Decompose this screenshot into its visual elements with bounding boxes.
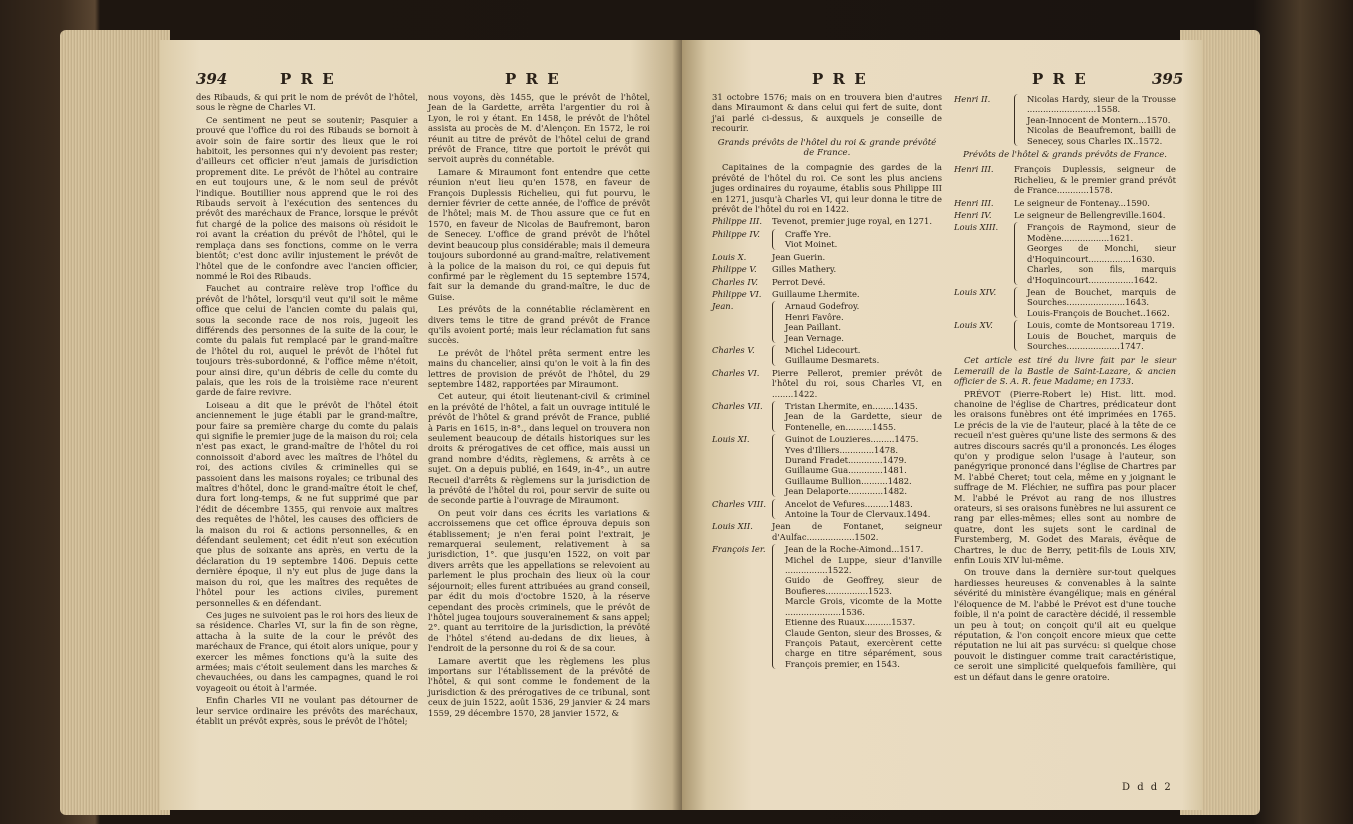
list-item [712,252,942,262]
page-edges-left [60,30,170,815]
provost-names [785,345,942,366]
provost-name: Jean de Bouchet, marquis de Sourches......................1643. [1027,286,1176,308]
provost-name: Craffe Yre. [785,228,832,239]
list-item [712,216,942,226]
running-head: P R E [280,70,336,88]
king-name: Charles V. [712,344,755,355]
list-item [712,544,942,669]
king-name: Louis XI. [712,434,750,445]
provost-name: Jean Vernage. [785,332,844,343]
list-item [712,301,942,343]
provost-names [772,521,942,542]
provost-names [772,252,942,262]
provost-names [1027,320,1176,351]
right-column-1 [712,92,942,673]
paragraph: Lamare avertit que les règlemens les plus importans sur l'établissement de la prévôté de l'hôtel, & qui sont comme le fondement de la jurisdiction & des prérogatives de ce tribunal, sont ceux de juin 1522, août 1536, 29 janvier & 24 mars 1559, 29 décembre 1570, 28 janvier 1572, & [428,655,650,718]
provost-name: Jean de la Roche-Aimond...1517. [785,544,924,555]
provost-names [1014,210,1176,220]
provost-name: Claude Genton, sieur des Brosses, & François Pataut, exercèrent cette charge en titre séparément, sous François premier, en 1543. [785,627,942,669]
list-item [712,401,942,432]
provost-name: Le seigneur de Fontenay...1590. [1014,197,1150,208]
provost-name: François Duplessis, seigneur de Richelieu, & le premier grand prévôt de France............1578. [1014,164,1176,196]
list-item [954,164,1176,195]
paragraph: Loiseau a dit que le prévôt de l'hôtel étoit anciennement le juge établi par le grand-maître, pour faire sa première charge du comte du palais qui signifie le premier juge de la maison du roi; cela n'est pas exact, le grand-maître de l'hôtel du roi connoissoit d'abord avec les maîtres de l'hôtel du roi, des actions civiles & criminelles qui se passoient dans les maisons royales; ce tribunal des maîtres d'hôtel, donc le grand-maître étoit le chef, dura fort long-temps, & ne fut supprimé que par l'édit de décembre 1355, qui renvoie aux maîtres des requêtes de l'hôtel, les causes des officiers de la maison du roi & actions personnelles, & en défendant seulement; cet édit n'eut son exécution que plus de soixante ans après, en vertu de la déclaration du 19 septembre 1406. Depuis cette dernière époque, il n'y eut plus de juge dans la maison du roi, que les maîtres des requêtes de l'hôtel pour les actions civiles, purement personnelles & en défendant. [196,399,418,608]
provost-name: Guinot de Louzieres.........1475. [785,434,919,445]
list-item [712,434,942,496]
paragraph: On peut voir dans ces écrits les variations & accroissemens que cet office éprouva depuis son établissement; je n'en ferai point l'extrait, je remarquerai seulement, relativement à sa jurisdiction, 1°. que jusqu'en 1522, on voit par divers arrêts que les appellations se relevoient au parlement le plus prochain des lieux où la cour séjournoit; elles furent attribuées au grand conseil, par édit du mois d'octobre 1520, à la réserve cependant des procès criminels, que le prévôt de l'hôtel jugea toujours souverainement & sans appel; 2°. quant au territoire de la jurisdiction, la prévôté de l'hôtel s'étend au-dedans de dix lieues, à l'endroit de la personne du roi & de sa cour. [428,507,650,654]
brace [772,345,782,366]
provost-names [1027,287,1176,318]
provost-list [712,216,942,669]
list-item [712,521,942,542]
provost-names [772,289,942,299]
provost-name: Pierre Pellerot, premier prévôt de l'hôtel du roi, sous Charles VI, en ........1422. [772,367,942,399]
provost-name: Louis de Bouchet, marquis de Sourches....................1747. [1027,330,1176,351]
provost-names [785,434,942,496]
paragraph: nous voyons, dès 1455, que le prévôt de l'hôtel, Jean de la Gardette, arrêta l'argentier du roi à Lyon, le roi y étant. En 1458, le prévôt de l'hôtel assista au procès de M. d'Alençon. En 1572, le roi réunit au titre de prévôt de l'hôtel celui de grand prévôt de France, titre que portoit le prévôt qui servoit auprès du connétable. [428,92,650,165]
provost-name: Durand Fradet.............1479. [785,455,907,465]
provost-name: Guillaume Desmarets. [785,355,880,366]
page-number: 395 [1152,70,1184,88]
paragraph: Ces juges ne suivoient pas le roi hors des lieux de sa résidence. Charles VI, sur la fin de son règne, attacha à la suite de la cour le prévôt des maréchaux de France, qui étoit alors unique, pour y exercer les mêmes fonctions qu'à la suite des armées; mais c'étoit seulement dans les marches & chevauchées, ou dans les campagnes, quand le roi voyageoit ou étoit à l'armée. [196,609,418,693]
left-column-2 [428,92,650,720]
king-name: Louis XV. [954,320,993,331]
king-name: Philippe VI. [712,288,762,299]
provost-list [954,94,1176,146]
page-number: 394 [196,70,228,88]
provost-name: Marcle Grois, vicomte de la Motte .....................1536. [785,596,942,617]
king-name: Charles VIII. [712,498,767,509]
provost-names [785,301,942,343]
paragraph: On trouve dans la dernière sur-tout quelques hardiesses heureuses & convenables à la sainte sévérité du ministère évangélique; mais en général l'éloquence de M. l'abbé le Prévot est d'une touche foible, il n'a point de caractère décidé, il ressemble un peu à tout; on conçoit qu'il ait eu quelque réputation, & l'on conçoit encore mieux que cette réputation ne lui ait pas survécu: si quelque chose pouvoit le distinguer comme trait caractéristique, ce seroit une simplicité quelquefois familière, qui est un défaut dans le genre oratoire. [954,567,1176,682]
brace [772,434,782,496]
provost-name: Georges de Monchi, sieur d'Hoquincourt................1630. [1027,243,1176,264]
provost-name: Le seigneur de Bellengreville.1604. [1014,210,1166,221]
provost-name: Jean Delaporte.............1482. [785,486,908,497]
list-item [712,345,942,366]
list-item [712,368,942,399]
list-item [712,499,942,520]
running-head: P R E [1032,70,1088,88]
king-name: Charles VI. [712,367,760,378]
provost-name: Yves d'Illiers.............1478. [785,444,899,455]
king-name: Louis XIII. [954,222,999,233]
provost-name: Viot Moinet. [785,239,838,250]
paragraph: Fauchet au contraire relève trop l'office du prévôt de l'hôtel, lorsqu'il veut qu'il soit le même office que celui de l'ancien comte du palais qui, sous la seconde race de nos rois, jugeoit les différends des personnes de la suite de la cour, le comte du palais fut remplacé par le grand-maître de l'hôtel du roi, auquel le prévôt de l'hôtel fut toujours très-subordonné, & l'office même n'étoit, pour ainsi dire, qu'un débris de celle du comte du palais, que les rois de la troisième race n'eurent garde de faire revivre. [196,283,418,398]
king-name: Jean. [712,301,734,312]
brace [772,401,782,432]
provost-name: Guido de Geoffrey, sieur de Boufieres................1523. [785,575,942,596]
king-name: Philippe IV. [712,228,760,239]
brace [1014,287,1024,318]
provost-names [1014,198,1176,208]
running-head: P R E [812,70,868,88]
provost-name: Ancelot de Vefures.........1483. [785,498,913,509]
provost-names [772,216,942,226]
provost-names [772,264,942,274]
king-name: Henri III. [954,197,994,208]
signature-mark: D d d 2 [1122,782,1173,793]
paragraph: Les prévôts de la connétablie réclamèrent en divers tems le titre de grand prévôt de France qu'ils avoient porté; mais leur réclamation fut sans succès. [428,304,650,346]
king-name: Charles IV. [712,276,758,287]
provost-name: Nicolas Hardy, sieur de la Trousse ..........................1558. [1027,94,1176,115]
brace [772,499,782,520]
list-item [954,287,1176,318]
provost-name: Henri Favôre. [785,311,844,322]
provost-names [1014,164,1176,195]
provost-names [1027,222,1176,284]
list-item [954,94,1176,146]
list-item [954,320,1176,351]
list-item [954,198,1176,208]
provost-name: Jean Guerin. [772,251,826,262]
king-name: Philippe V. [712,264,757,275]
provost-names [785,544,942,669]
paragraph: Ce sentiment ne peut se soutenir; Pasquier a prouvé que l'office du roi des Ribauds se bornoit à avoir soin de faire sortir des lieux que le roi habitoit, les personnes qui n'y devoient pas rester; d'ailleurs cet officier n'eut jamais de jurisdiction proprement dite. Le prévôt de l'hôtel au contraire en eut toujours une, & le nom seul de prévôt l'indique. Boutillier nous apprend que le roi des Ribauds servoit à l'exécution des sentences du prévôt des maréchaux de France, lorsque le prévôt fut chargé de la police des maisons où résidoit le roi avant la création du prévôt de l'hôtel, qui le remplaça dans ses fonctions, comme on le verra bientôt; c'est donc avilir injustement le prévôt de l'hôtel que de le confondre avec l'ancien officier, nommé le Roi des Ribauds. [196,114,418,281]
king-name: Louis XIV. [954,286,997,297]
provost-name: Guillaume Gua.............1481. [785,465,907,476]
running-head: P R E [505,70,561,88]
right-column-2 [954,92,1176,684]
provost-name: Etienne des Ruaux..........1537. [785,617,916,628]
brace [772,544,782,669]
paragraph: Cet auteur, qui étoit lieutenant-civil & criminel en la prévôté de l'hôtel, a fait un ouvrage intitulé le prévôt de l'hôtel & grand prévôt de France, publié à Paris en 1615, in-8°., dans lequel on trouvera non seulement beaucoup de détails historiques sur les droits & prérogatives de cet office, mais aussi un grand nombre d'édits, règlemens, & arrêts à ce sujet. On a depuis publié, en 1649, in-4°., un autre Recueil d'arrêts & règlemens sur la jurisdiction de la prévôté de l'hôtel du roi, pour servir de suite ou de seconde partie à l'ouvrage de Miraumont. [428,391,650,506]
source-note: Cet article est tiré du livre fait par le sieur Lemeraill de la Bastle de Saint-Lazare, & ancien officier de S. A. R. feue Madame; en 1733. [954,355,1176,387]
paragraph: PRÉVOT (Pierre-Robert le) Hist. litt. mod. chanoine de l'église de Chartres, prédicateur dont les oraisons funèbres ont été imprimées en 1765. Le précis de la vie de l'auteur, placé à la tête de ce recueil n'est guères qu'une liste des sermons & des autres discours sacrés qu'il a prononcés. Les éloges qu'on y prodigue selon l'usage à l'auteur, son panégyrique prononcé dans l'église de Chartres par M. l'abbé Cheret; tout cela, même en y joignant le suffrage de M. Fléchier, ne suffira pas pour placer M. l'abbé le Prévot au rang de nos illustres orateurs, si ses oraisons funèbres ne lui assurent ce rang par elles-mêmes; elles sont au nombre de quatre, dont les sujets sont le cardinal de Furstemberg, M. Godet des Marais, évêque de Chartres, le duc de Berry, petit-fils de Louis XIV, enfin Louis XIV lui-même. [954,388,1176,566]
paragraph: des Ribauds, & qui prit le nom de prévôt de l'hôtel, sous le règne de Charles VI. [196,92,418,113]
provost-names [1027,94,1176,146]
paragraph: Le prévôt de l'hôtel prêta serment entre les mains du chancelier, ainsi qu'on le voit à la fin des lettres de provision de prévôt de l'hôtel, du 29 septembre 1482, rapportées par Miraumont. [428,347,650,389]
section-heading: Grands prévôts de l'hôtel du roi & grande prévôté de France. [717,137,937,159]
provost-name: Gilles Mathery. [772,264,837,275]
provost-name: Jean de la Gardette, sieur de Fontenelle, en..........1455. [785,411,942,432]
king-name: Henri III. [954,164,994,175]
king-name: Henri IV. [954,210,992,221]
paragraph: 31 octobre 1576; mais on en trouvera bien d'autres dans Miraumont & dans celui qui fert de suite, dont j'ai parlé ci-dessus, & auxquels je conseille de recourir. [712,92,942,134]
provost-names [772,368,942,399]
list-item [954,210,1176,220]
paragraph: Enfin Charles VII ne voulant pas détourner de leur service ordinaire les prévôts des maréchaux, établit un prévôt exprès, sous le prévôt de l'hôtel; [196,695,418,726]
provost-name: Tevenot, premier juge royal, en 1271. [772,216,932,227]
list-item [712,264,942,274]
king-name: Philippe III. [712,216,762,227]
list-item [954,222,1176,284]
paragraph: Lamare & Miraumont font entendre que cette réunion n'eut lieu qu'en 1578, en faveur de François Duplessis Richelieu, qui fut pourvu, le dernier février de cette année, de l'office de prévôt de l'hôtel; mais M. de Thou assure que ce fut en 1570, en faveur de Nicolas de Baufremont, baron de Senecey. L'office de grand prévôt de l'hôtel devint beaucoup plus considérable; mais il demeura toujours subordonné au grand-maître, relativement à la police de la maison du roi, ce qui depuis fut confirmé par le règlement du 15 septembre 1574, fait sur la demande du grand-maître, le duc de Guise. [428,166,650,302]
right-page [682,40,1202,810]
king-name: François Ier. [712,544,766,555]
provost-name: Jean Paillant. [785,322,842,333]
provost-name: Charles, son fils, marquis d'Hoquincourt.................1642. [1027,264,1176,285]
paragraph: Capitaines de la compagnie des gardes de la prévôté de l'hôtel du roi. Ce sont les plus anciens juges ordinaires du royaume, établis sous Philippe III en 1271, jusqu'à Charles VI, qui leur donna le titre de prévôt de l'hôtel du roi en 1422. [712,162,942,215]
king-name: Charles VII. [712,400,763,411]
section-heading: Prévôts de l'hôtel & grands prévôts de France. [962,150,1168,161]
provost-name: Antoine la Tour de Clervaux.1494. [785,509,931,520]
provost-name: Arnaud Godefroy. [785,301,860,312]
provost-name: Michel de Luppe, sieur d'Ianville ................1522. [785,554,942,576]
brace [1014,94,1024,146]
provost-list [954,164,1176,351]
list-item [712,289,942,299]
provost-name: Jean-Innocent de Montern...1570. [1027,114,1171,125]
provost-name: Michel Lidecourt. [785,344,861,355]
provost-name: Nicolas de Beaufremont, bailli de Senecey, sous Charles IX..1572. [1027,125,1176,146]
provost-name: Louis, comte de Montsoreau 1719. [1027,320,1175,331]
provost-name: Guillaume Bullion..........1482. [785,475,912,486]
king-name: Louis XII. [712,521,753,532]
provost-name: Jean de Fontanet, seigneur d'Aulfac..................1502. [772,521,942,542]
provost-name: Guillaume Lhermite. [772,288,860,299]
king-name: Louis X. [712,251,747,262]
provost-name: Tristan Lhermite, en........1435. [785,400,918,411]
left-page [160,40,682,810]
brace [772,301,782,343]
provost-name: Louis-François de Bouchet..1662. [1027,307,1170,318]
provost-name: Perrot Devé. [772,276,826,287]
provost-names [785,401,942,432]
provost-names [785,229,942,250]
provost-names [785,499,942,520]
list-item [712,277,942,287]
king-name: Henri II. [954,94,991,104]
list-item [712,229,942,250]
brace [1014,320,1024,351]
provost-names [772,277,942,287]
brace [1014,222,1024,284]
left-column-1 [196,92,418,728]
brace [772,229,782,250]
provost-name: François de Raymond, sieur de Modène..................1621. [1027,222,1176,243]
